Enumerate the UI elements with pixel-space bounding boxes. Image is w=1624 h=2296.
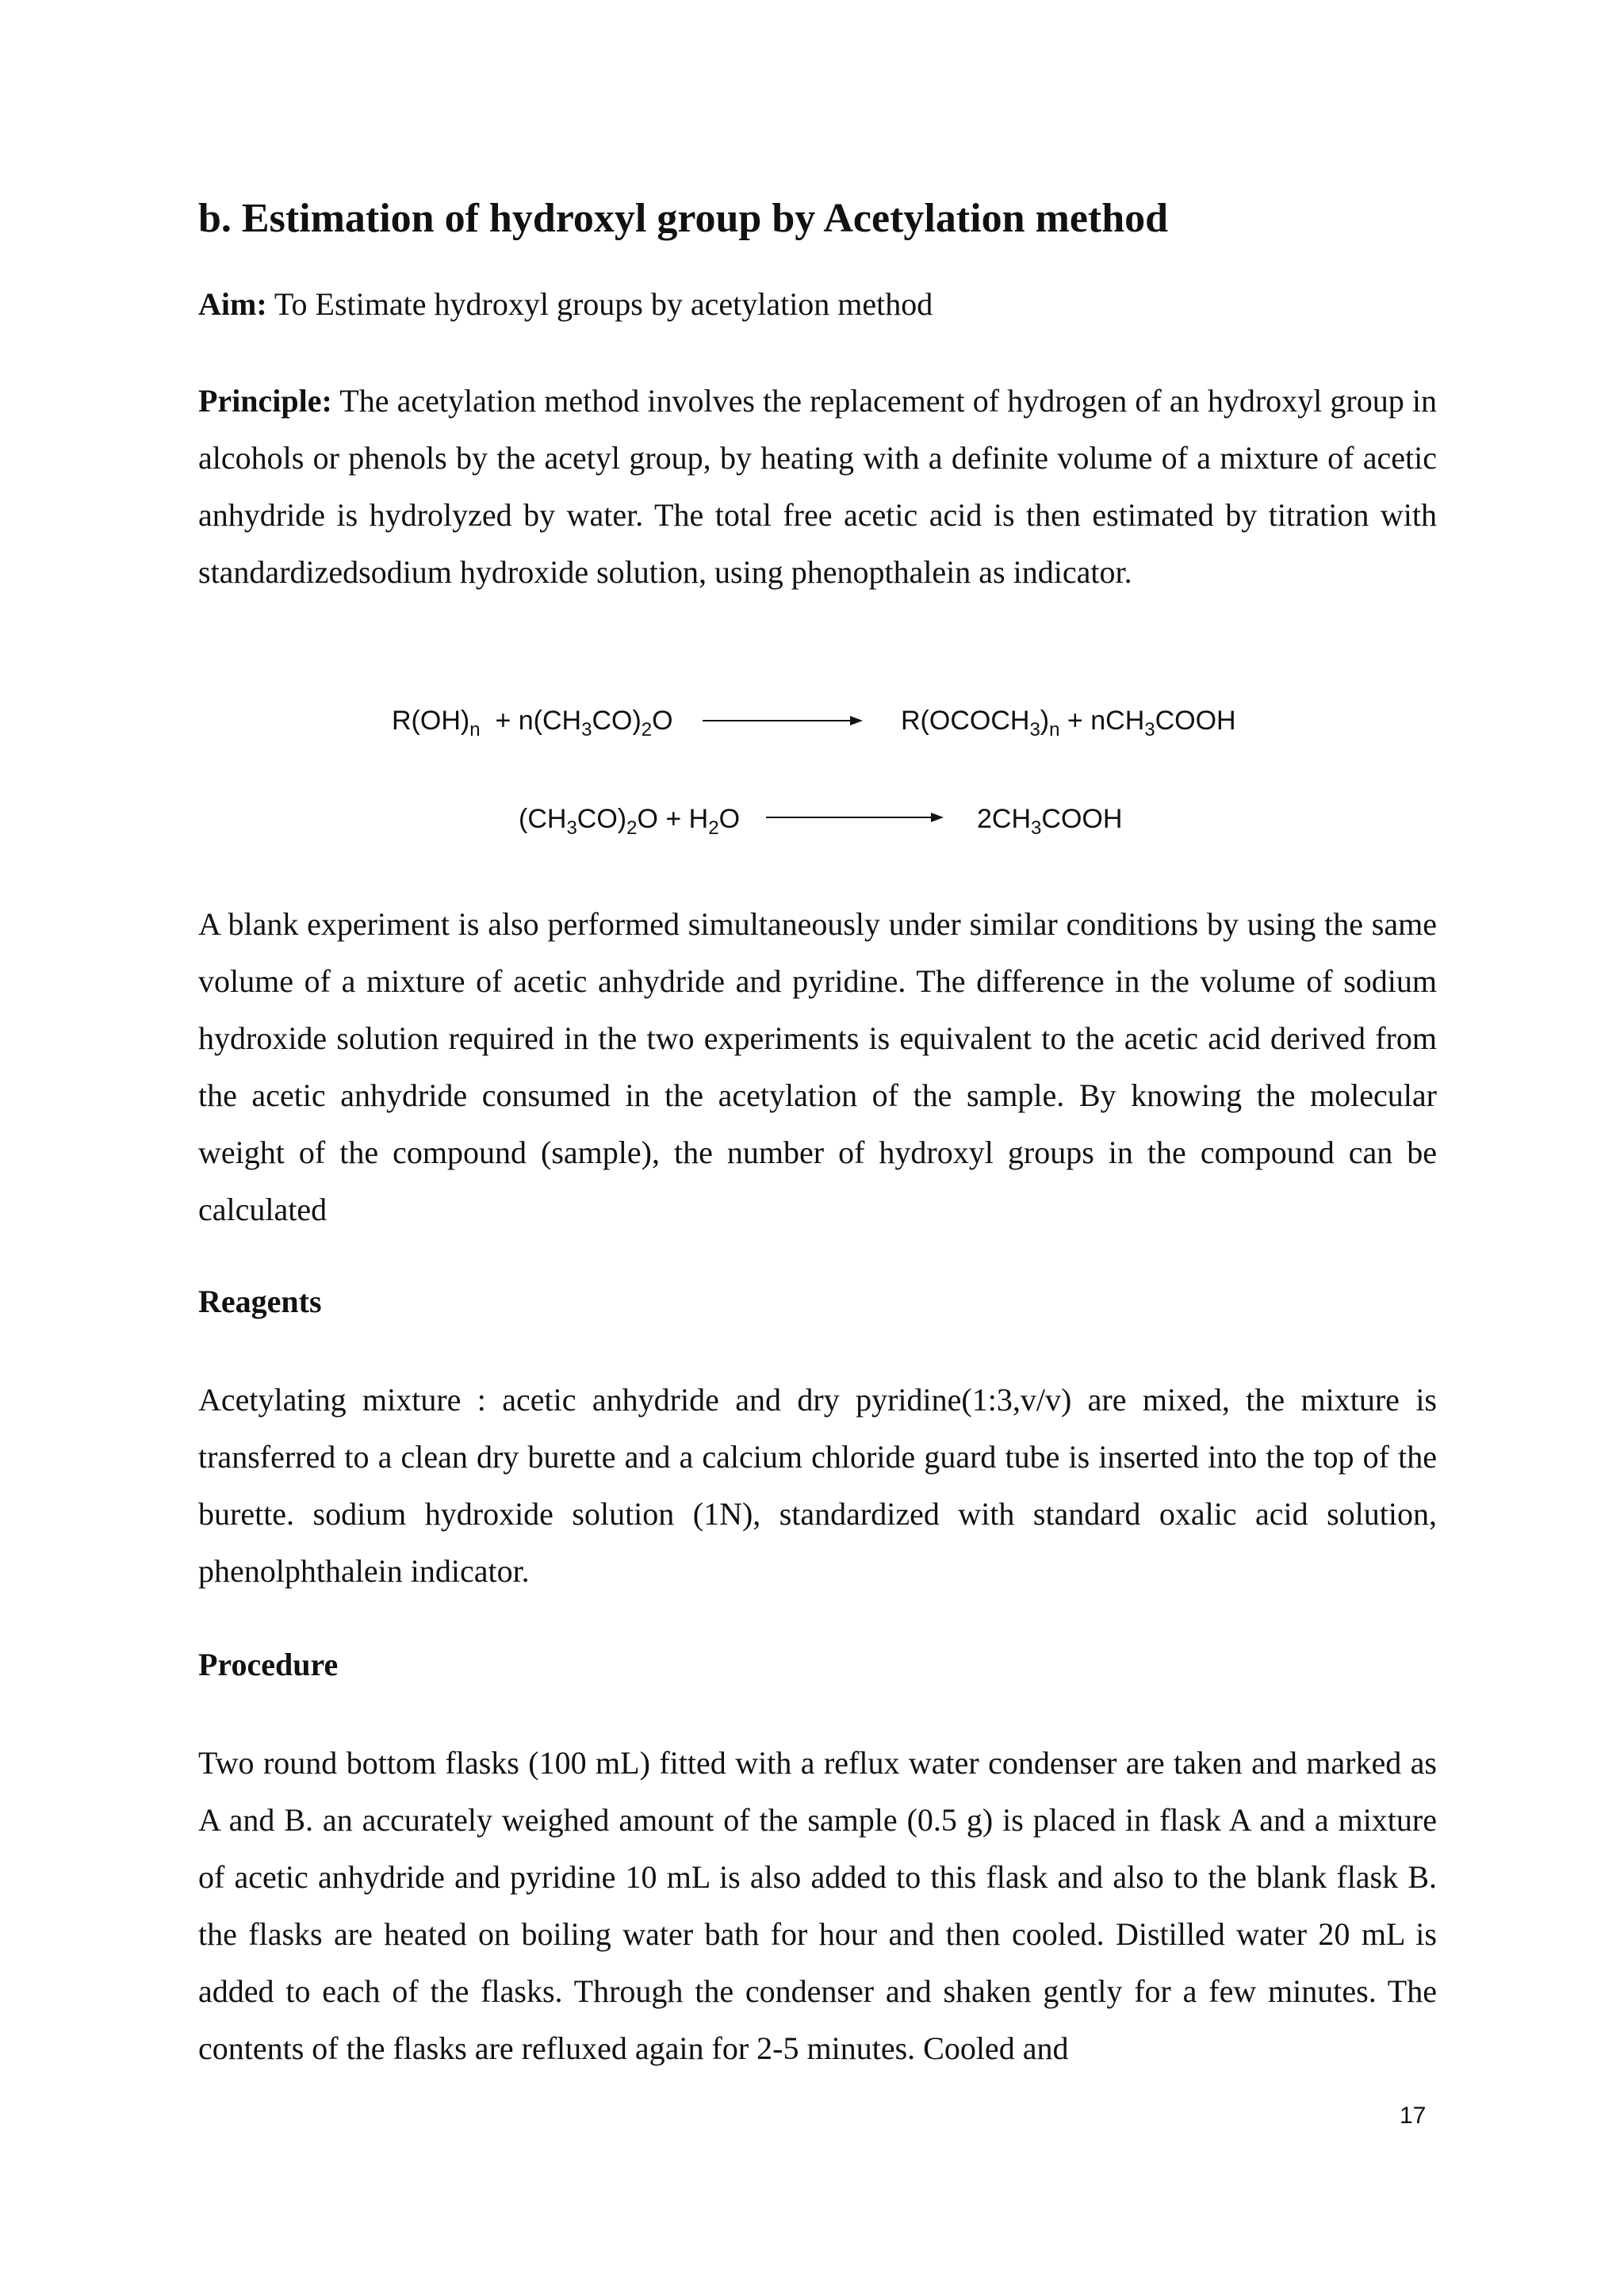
reagents-paragraph: Acetylating mixture : acetic anhydride and dry pyridine(1:3,v/v) are mixed, the mixture is transferred to a clean dry burette and a calcium chloride guard tube is inserted into the top of the burette. sodium hydroxide solution (1N), standardized with standard oxalic acid solution, phenolphthalein indicator. <box>198 1382 1437 1589</box>
equation-2-products: $2CH_3COOH$ <box>977 804 1123 839</box>
aim-line <box>198 285 933 323</box>
aim-label: Aim: <box>198 286 267 322</box>
equation-2-reactants: $(CH_3CO)_2O + H_2O$ <box>519 804 741 839</box>
procedure-paragraph: Two round bottom flasks (100 mL) fitted with a reflux water condenser are taken and marked as A and B. an accurately weighed amount of the sample (0.5 g) is placed in flask A and a mixture of acetic anhydride and pyridine 10 mL is also added to this flask and also to the blank flask B. the flasks are heated on boiling water bath for hour and then cooled. Distilled water 20 mL is added to each of the flasks. Through the condenser and shaken gently for a few minutes. The contents of the flasks are refluxed again for 2-5 minutes. Cooled and <box>198 1745 1437 2066</box>
principle-label: Principle: <box>198 383 332 419</box>
equation-1-products: $R(OCOCH_3)_n$ + nCH$_3$COOH <box>901 706 1236 740</box>
reagents-heading: Reagents <box>198 1284 322 1319</box>
reaction-arrow-1 <box>703 720 861 721</box>
aim-text: To Estimate hydroxyl groups by acetylation method <box>266 286 933 322</box>
principle-paragraph <box>198 373 1437 601</box>
procedure-heading: Procedure <box>198 1647 339 1682</box>
blank-experiment-paragraph: A blank experiment is also performed simultaneously under similar conditions by using the same volume of a mixture of acetic anhydride and pyridine. The difference in the volume of sodium hydroxide solution required in the two experiments is equivalent to the acetic acid derived from the acetic anhydride consumed in the acetylation of the sample. By knowing the molecular weight of the compound (sample), the number of hydroxyl groups in the compound can be calculated <box>198 906 1437 1227</box>
section-title: b. Estimation of hydroxyl group by Acetylation method <box>198 196 1169 241</box>
reaction-arrow-2 <box>766 817 942 818</box>
principle-text: The acetylation method involves the replacement of hydrogen of an hydroxyl group in alcohols or phenols by the acetyl group, by heating with a definite volume of a mixture of acetic anhydride is hydrolyzed by water. The total free acetic acid is then estimated by titration with standardizedsodium hydroxide solution, using phenopthalein as indicator. <box>198 383 1437 590</box>
page-number: 17 <box>1400 2103 1427 2129</box>
equation-1-reactants: $R(OH)_n + n(CH_3CO)_2O$ <box>392 706 673 740</box>
